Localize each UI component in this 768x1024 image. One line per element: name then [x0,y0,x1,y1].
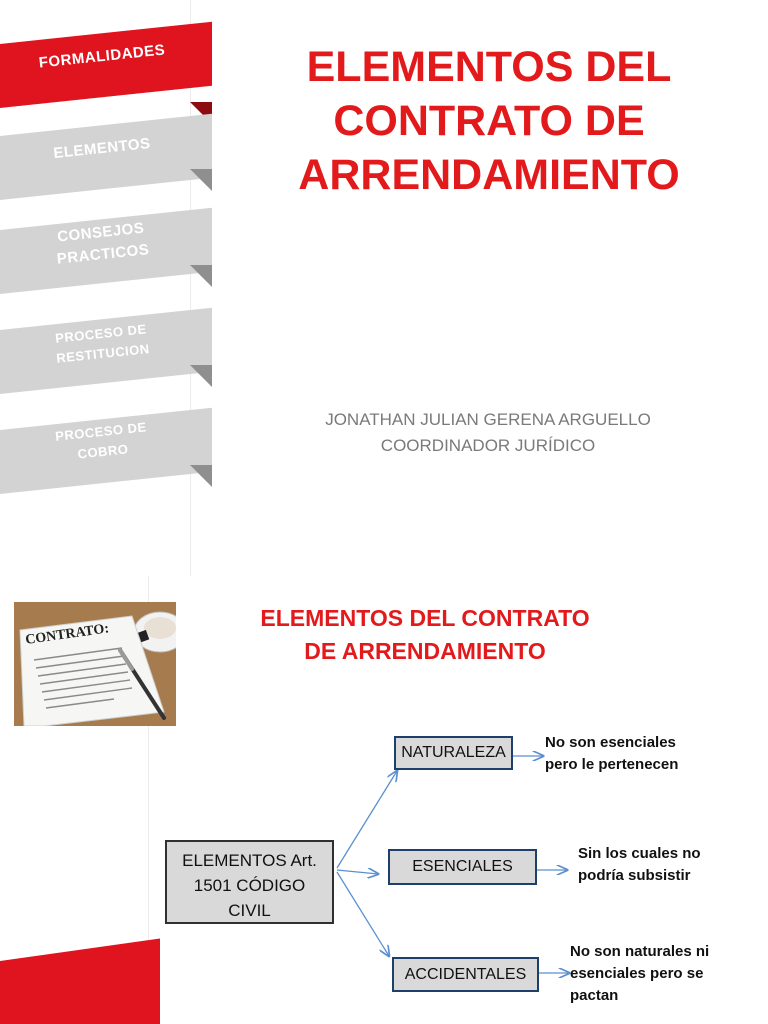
arrow-to-esenciales [337,870,378,874]
note-naturaleza [545,732,678,776]
arrow-to-accidentales [337,872,389,956]
root-line: ELEMENTOS Art. [182,851,317,870]
author-name: JONATHAN JULIAN GERENA ARGUELLO [325,410,651,429]
ribbon-fold [190,365,212,387]
title-line: ELEMENTOS DEL [306,43,672,91]
menu-item-proceso-cobro[interactable] [0,419,212,494]
title-line: CONTRATO DE [333,97,645,145]
root-line: CIVIL [228,901,271,920]
node-accidentales: ACCIDENTALES [392,957,539,992]
node-naturaleza: NATURALEZA [394,736,513,770]
menu-item-label: PROCESO DE COBRO [54,419,148,462]
menu-item-label: PROCESO DE RESTITUCION [54,321,151,366]
node-esenciales: ESENCIALES [388,849,537,885]
menu-item-formalidades[interactable] [0,41,212,108]
menu-item-elementos[interactable] [0,136,212,200]
title-line: ELEMENTOS DEL CONTRATO [260,605,590,631]
ribbon-fold [190,169,212,191]
title-line: DE ARRENDAMIENTO [304,638,546,664]
root-node [165,840,334,924]
note-line: No son esenciales [545,734,676,751]
author-role: COORDINADOR JURÍDICO [380,436,596,455]
menu-item-proceso-restitucion[interactable] [0,321,212,394]
menu-item-label: ELEMENTOS [52,134,152,163]
note-line: pactan [570,987,619,1004]
root-line: 1501 CÓDIGO [193,876,306,895]
page-title [230,40,748,202]
note-line: pero le pertenecen [545,756,679,773]
note-accidentales [570,941,709,1007]
note-line: esenciales pero se [570,965,704,982]
menu-item-label: CONSEJOS PRACTICOS [56,219,151,268]
ribbon-fold [190,265,212,287]
note-line: No son naturales ni [570,943,710,960]
menu-item-consejos-practicos[interactable] [0,219,212,294]
diagram-slide [0,576,768,1024]
menu-item-label: FORMALIDADES [38,41,166,72]
note-esenciales [578,843,701,887]
note-line: podría subsistir [578,867,691,884]
title-line: ARRENDAMIENTO [298,151,680,199]
ribbon-fold [190,465,212,487]
document-heading: CONTRATO: [24,621,111,648]
note-line: Sin los cuales no [578,845,701,862]
